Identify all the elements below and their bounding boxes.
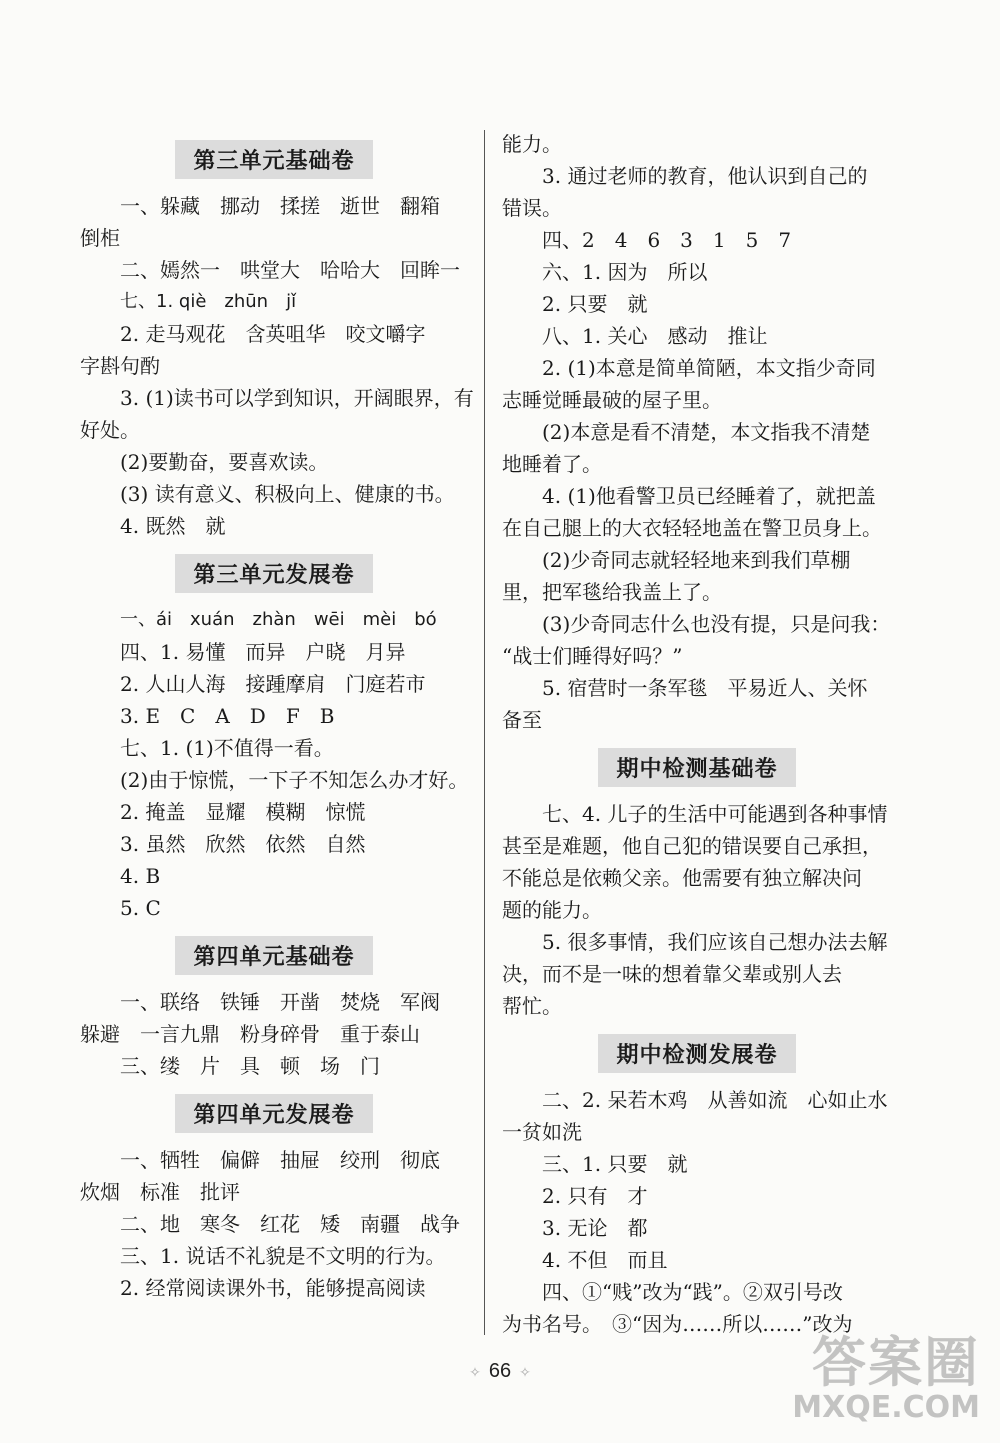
answer-line: 决，而不是一味的想着靠父辈或别人去 [502,962,842,986]
answer-line: 六、1. 因为 所以 [542,260,708,284]
answer-line: 炊烟 标准 批评 [80,1180,240,1204]
answer-line: 八、1. 关心 感动 推让 [542,324,768,348]
column-divider [484,130,485,1335]
answer-line: 5. 很多事情，我们应该自己想办法去解 [542,930,888,954]
answer-line: 地睡着了。 [502,452,602,476]
watermark-logo: 答案圈 MXQE.COM [792,1331,980,1425]
page-number: ✧ 66 ✧ [469,1360,531,1382]
answer-line: 帮忙。 [502,994,562,1018]
answer-line: 一贫如洗 [502,1120,582,1144]
answer-line: 志睡觉睡最破的屋子里。 [502,388,722,412]
answer-line: 3. 通过老师的教育，他认识到自己的 [542,164,868,188]
answer-line: 3. (1)读书可以学到知识，开阔眼界，有 [120,386,474,410]
answer-line: 4. 既然 就 [120,514,226,538]
answer-line: 3. E C A D F B [120,704,335,728]
answer-line: 七、4. 儿子的生活中可能遇到各种事情 [542,802,888,826]
answer-line: (3)少奇同志什么也没有提，只是问我： [542,612,891,636]
answer-line: 2. 只要 就 [542,292,648,316]
answer-line: (2)本意是看不清楚，本文指我不清楚 [542,420,871,444]
answer-line: (2)少奇同志就轻轻地来到我们草棚 [542,548,851,572]
answer-line: 四、2 4 6 3 1 5 7 [542,228,792,252]
answer-line: 3. 无论 都 [542,1216,648,1240]
answer-line: 2. 走马观花 含英咀华 咬文嚼字 [120,322,426,346]
answer-line: 里，把军毯给我盖上了。 [502,580,722,604]
answer-line: 一、ái xuán zhàn wēi mèi bó [120,609,437,630]
section-title-unit4-basic: 第四单元基础卷 [175,936,372,975]
section-title-unit3-basic: 第三单元基础卷 [175,140,372,179]
answer-line: “战士们睡得好吗？” [502,644,683,668]
answer-line: 不能总是依赖父亲。他需要有独立解决问 [502,866,862,890]
answer-line: 在自己腿上的大衣轻轻地盖在警卫员身上。 [502,516,882,540]
answer-line: 倒柜 [80,226,120,250]
answer-line: 好处。 [80,418,140,442]
answer-line: (2)要勤奋，要喜欢读。 [120,450,329,474]
answer-line: 4. B [120,864,161,888]
answer-line: 七、1. qiè zhūn jǐ [120,291,297,312]
answer-line: 5. 宿营时一条军毯 平易近人、关怀 [542,676,868,700]
answer-line: 二、嫣然一 哄堂大 哈哈大 回眸一 [120,258,460,282]
left-column [80,128,474,1304]
answer-line: 2. 只有 才 [542,1184,648,1208]
answer-line: 为书名号。 ③“因为……所以……”改为 [502,1312,853,1336]
answer-line: 2. 经常阅读课外书，能够提高阅读 [120,1276,426,1300]
answer-line: 题的能力。 [502,898,602,922]
answer-line: 3. 虽然 欣然 依然 自然 [120,832,366,856]
answer-line: 二、地 寒冬 红花 矮 南疆 战争 [120,1212,460,1236]
section-title-unit4-develop: 第四单元发展卷 [175,1094,372,1133]
ornament-icon: ✧ [469,1364,481,1380]
answer-line: 七、1. (1)不值得一看。 [120,736,334,760]
answer-line: 三、1. 只要 就 [542,1152,688,1176]
answer-line: 三、缕 片 具 顿 场 门 [120,1054,380,1078]
answer-line: 错误。 [502,196,562,220]
answer-line: (3) 读有意义、积极向上、健康的书。 [120,482,455,506]
answer-line: 4. (1)他看警卫员已经睡着了，就把盖 [542,484,876,508]
answer-line: (2)由于惊慌，一下子不知怎么办才好。 [120,768,469,792]
answer-line: 四、①“贱”改为“践”。②双引号改 [542,1280,843,1304]
answer-line: 4. 不但 而且 [542,1248,668,1272]
right-column [502,128,892,1340]
answer-line: 二、2. 呆若木鸡 从善如流 心如止水 [542,1088,888,1112]
answer-line: 躲避 一言九鼎 粉身碎骨 重于泰山 [80,1022,420,1046]
answer-line: 三、1. 说话不礼貌是不文明的行为。 [120,1244,446,1268]
section-title-midterm-basic: 期中检测基础卷 [598,748,795,787]
answer-line: 一、联络 铁锤 开凿 焚烧 军阀 [120,990,440,1014]
answer-line: 一、牺牲 偏僻 抽屉 绞刑 彻底 [120,1148,440,1172]
answer-line: 2. 掩盖 显耀 模糊 惊慌 [120,800,366,824]
answer-line: 甚至是难题，他自己犯的错误要自己承担， [502,834,882,858]
answer-line: 能力。 [502,132,562,156]
answer-line: 2. 人山人海 接踵摩肩 门庭若市 [120,672,426,696]
section-title-midterm-develop: 期中检测发展卷 [598,1034,795,1073]
answer-line: 四、1. 易懂 而异 户晓 月异 [120,640,406,664]
answer-line: 5. C [120,896,161,920]
section-title-unit3-develop: 第三单元发展卷 [175,554,372,593]
answer-line: 2. (1)本意是简单简陋，本文指少奇同 [542,356,876,380]
answer-line: 一、躲藏 挪动 揉搓 逝世 翻箱 [120,194,440,218]
answer-line: 字斟句酌 [80,354,160,378]
answer-line: 备至 [502,708,542,732]
ornament-icon: ✧ [519,1364,531,1380]
